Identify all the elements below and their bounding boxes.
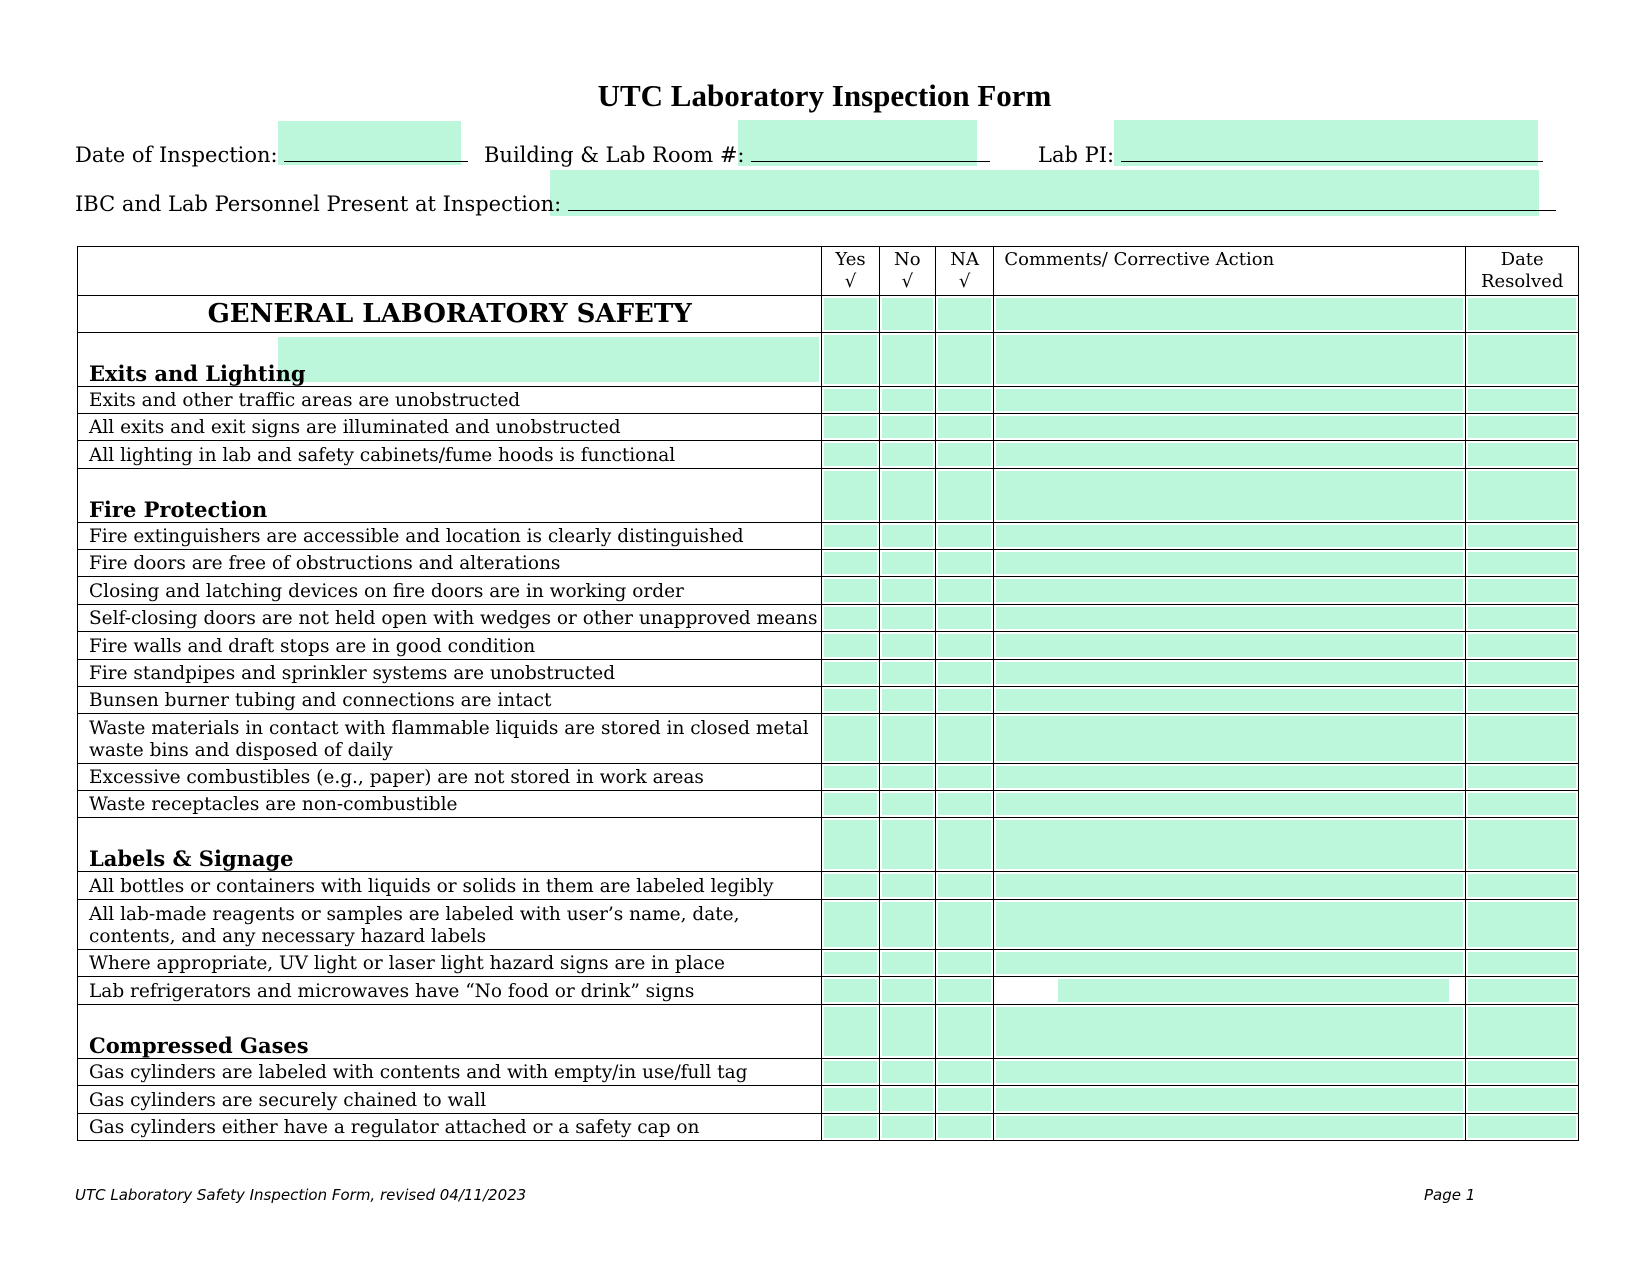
no-cell[interactable] bbox=[879, 872, 935, 900]
yes-cell[interactable] bbox=[822, 333, 879, 387]
section-labels bbox=[78, 818, 1579, 1005]
checklist-item: Exits and other traffic areas are unobstructed bbox=[78, 387, 822, 414]
table-row bbox=[78, 977, 1579, 1005]
section-gases bbox=[78, 1005, 1579, 1141]
date-resolved-cell[interactable] bbox=[1466, 1114, 1579, 1141]
check-mark: √ bbox=[958, 271, 971, 292]
date-resolved-cell[interactable] bbox=[1466, 414, 1579, 441]
lab-pi-label: Lab PI: bbox=[1038, 143, 1115, 167]
table-row bbox=[78, 387, 1579, 414]
no-cell[interactable] bbox=[879, 414, 935, 441]
no-cell[interactable] bbox=[879, 660, 935, 687]
comments-cell[interactable] bbox=[994, 469, 1466, 523]
table-row bbox=[78, 1059, 1579, 1086]
checklist-item: Self-closing doors are not held open with wedges or other unapproved means bbox=[78, 605, 822, 632]
yes-cell[interactable] bbox=[822, 1114, 879, 1141]
comments-cell[interactable] bbox=[994, 441, 1466, 469]
yes-cell[interactable] bbox=[822, 1086, 879, 1114]
section-title-text: Exits and Lighting bbox=[89, 361, 306, 386]
section-title bbox=[78, 818, 822, 872]
comments-cell[interactable] bbox=[994, 550, 1466, 577]
section-title-text: Labels & Signage bbox=[89, 846, 294, 871]
general-heading: GENERAL LABORATORY SAFETY bbox=[78, 296, 822, 333]
section-exits bbox=[78, 333, 1579, 469]
checklist-item: Where appropriate, UV light or laser light hazard signs are in place bbox=[78, 950, 822, 977]
na-cell[interactable] bbox=[935, 441, 993, 469]
no-cell[interactable] bbox=[879, 441, 935, 469]
comments-cell[interactable] bbox=[994, 872, 1466, 900]
date-resolved-column-header bbox=[1466, 247, 1579, 296]
no-cell[interactable] bbox=[879, 1086, 935, 1114]
no-column-header bbox=[879, 247, 935, 296]
date-resolved-cell[interactable] bbox=[1466, 791, 1579, 818]
table-row bbox=[78, 872, 1579, 900]
checklist-item: Lab refrigerators and microwaves have “No food or drink” signs bbox=[78, 977, 822, 1005]
section-title-text: Fire Protection bbox=[89, 497, 268, 522]
table-row bbox=[78, 605, 1579, 632]
na-cell[interactable] bbox=[935, 1005, 993, 1059]
comments-cell[interactable] bbox=[994, 1059, 1466, 1086]
no-cell[interactable] bbox=[879, 550, 935, 577]
comments-cell[interactable] bbox=[994, 605, 1466, 632]
na-cell[interactable] bbox=[935, 950, 993, 977]
yes-cell[interactable] bbox=[822, 818, 879, 872]
yes-column-header bbox=[822, 247, 879, 296]
table-row bbox=[78, 550, 1579, 577]
na-cell[interactable] bbox=[935, 523, 993, 550]
date-resolved-cell[interactable] bbox=[1466, 550, 1579, 577]
personnel-underline bbox=[568, 190, 1556, 211]
header-row-1b bbox=[484, 141, 990, 167]
section-fire bbox=[78, 469, 1579, 818]
table-row bbox=[78, 791, 1579, 818]
yes-cell[interactable] bbox=[822, 660, 879, 687]
date-resolved-cell[interactable] bbox=[1466, 977, 1579, 1005]
no-cell[interactable] bbox=[879, 577, 935, 605]
na-label: NA bbox=[950, 249, 980, 270]
section-title-row bbox=[78, 818, 1579, 872]
building-underline bbox=[751, 141, 990, 162]
comments-cell[interactable] bbox=[994, 818, 1466, 872]
personnel-label: IBC and Lab Personnel Present at Inspection: bbox=[75, 192, 562, 216]
date-resolved-cell[interactable] bbox=[1466, 900, 1579, 950]
table-row bbox=[78, 523, 1579, 550]
na-cell[interactable] bbox=[935, 660, 993, 687]
comments-cell[interactable] bbox=[994, 632, 1466, 660]
no-cell[interactable] bbox=[879, 950, 935, 977]
comments-cell[interactable] bbox=[994, 1005, 1466, 1059]
header-blank-cell bbox=[78, 247, 822, 296]
yes-cell[interactable] bbox=[822, 605, 879, 632]
comments-cell[interactable] bbox=[994, 950, 1466, 977]
checklist-item: Waste materials in contact with flammable liquids are stored in closed metal waste bins and disposed of daily bbox=[78, 714, 822, 764]
date-resolved-cell[interactable] bbox=[1466, 605, 1579, 632]
na-cell[interactable] bbox=[935, 414, 993, 441]
comments-cell[interactable] bbox=[994, 714, 1466, 764]
yes-cell[interactable] bbox=[822, 1059, 879, 1086]
checklist-item: All bottles or containers with liquids or solids in them are labeled legibly bbox=[78, 872, 822, 900]
checklist-item: Excessive combustibles (e.g., paper) are not stored in work areas bbox=[78, 764, 822, 791]
table-row bbox=[78, 632, 1579, 660]
comments-cell[interactable] bbox=[994, 900, 1466, 950]
date-resolved-cell[interactable] bbox=[1466, 660, 1579, 687]
date-underline bbox=[284, 141, 468, 162]
no-cell[interactable] bbox=[879, 714, 935, 764]
yes-cell[interactable] bbox=[822, 523, 879, 550]
comments-cell[interactable] bbox=[994, 1086, 1466, 1114]
date-resolved-cell[interactable] bbox=[1466, 1086, 1579, 1114]
yes-cell[interactable] bbox=[822, 791, 879, 818]
no-cell[interactable] bbox=[879, 387, 935, 414]
comments-cell[interactable] bbox=[994, 333, 1466, 387]
table-row bbox=[78, 714, 1579, 764]
comments-cell[interactable] bbox=[994, 296, 1466, 333]
date-label: Date of Inspection: bbox=[75, 143, 278, 167]
na-cell[interactable] bbox=[935, 632, 993, 660]
footer-revision: UTC Laboratory Safety Inspection Form, revised 04/11/2023 bbox=[75, 1186, 527, 1204]
no-cell[interactable] bbox=[879, 523, 935, 550]
comments-cell[interactable] bbox=[994, 387, 1466, 414]
date-resolved-cell[interactable] bbox=[1466, 950, 1579, 977]
no-cell[interactable] bbox=[879, 1005, 935, 1059]
lab-pi-underline bbox=[1121, 141, 1543, 162]
date-resolved-cell[interactable] bbox=[1466, 333, 1579, 387]
yes-cell[interactable] bbox=[822, 441, 879, 469]
na-column-header bbox=[935, 247, 993, 296]
section-title bbox=[78, 1005, 822, 1059]
checklist-item: All exits and exit signs are illuminated and unobstructed bbox=[78, 414, 822, 441]
na-cell[interactable] bbox=[935, 714, 993, 764]
table-row bbox=[78, 414, 1579, 441]
resolved-label: Resolved bbox=[1480, 271, 1564, 292]
na-cell[interactable] bbox=[935, 1086, 993, 1114]
yes-cell[interactable] bbox=[822, 469, 879, 523]
date-resolved-cell[interactable] bbox=[1466, 469, 1579, 523]
checklist-item: Fire walls and draft stops are in good condition bbox=[78, 632, 822, 660]
no-cell[interactable] bbox=[879, 764, 935, 791]
yes-cell[interactable] bbox=[822, 764, 879, 791]
comments-cell[interactable] bbox=[994, 660, 1466, 687]
section-title-row bbox=[78, 333, 1579, 387]
no-cell[interactable] bbox=[879, 605, 935, 632]
na-cell[interactable] bbox=[935, 872, 993, 900]
date-resolved-cell[interactable] bbox=[1466, 632, 1579, 660]
no-cell[interactable] bbox=[879, 632, 935, 660]
no-cell[interactable] bbox=[879, 333, 935, 387]
na-cell[interactable] bbox=[935, 577, 993, 605]
checklist-item: Waste receptacles are non-combustible bbox=[78, 791, 822, 818]
na-cell[interactable] bbox=[935, 469, 993, 523]
table-row bbox=[78, 1114, 1579, 1141]
no-cell[interactable] bbox=[879, 1059, 935, 1086]
yes-cell[interactable] bbox=[822, 414, 879, 441]
header-row-1c bbox=[1038, 141, 1543, 167]
yes-cell[interactable] bbox=[822, 872, 879, 900]
section-title bbox=[78, 333, 822, 387]
yes-cell[interactable] bbox=[822, 950, 879, 977]
table-row bbox=[78, 764, 1579, 791]
no-cell[interactable] bbox=[879, 687, 935, 714]
checklist-item: Fire doors are free of obstructions and alterations bbox=[78, 550, 822, 577]
comments-cell[interactable] bbox=[994, 414, 1466, 441]
na-cell[interactable] bbox=[935, 764, 993, 791]
yes-cell[interactable] bbox=[822, 1005, 879, 1059]
table-row bbox=[78, 577, 1579, 605]
checklist-item: Gas cylinders are securely chained to wall bbox=[78, 1086, 822, 1114]
yes-cell[interactable] bbox=[822, 687, 879, 714]
check-mark: √ bbox=[901, 271, 914, 292]
section-title-row bbox=[78, 469, 1579, 523]
inspection-table bbox=[77, 246, 1579, 1141]
date-resolved-cell[interactable] bbox=[1466, 714, 1579, 764]
comments-cell[interactable] bbox=[994, 791, 1466, 818]
na-cell[interactable] bbox=[935, 550, 993, 577]
na-cell[interactable] bbox=[935, 900, 993, 950]
na-cell[interactable] bbox=[935, 387, 993, 414]
no-cell[interactable] bbox=[879, 791, 935, 818]
yes-cell[interactable] bbox=[822, 900, 879, 950]
checklist-item: Fire extinguishers are accessible and location is clearly distinguished bbox=[78, 523, 822, 550]
table-row bbox=[78, 441, 1579, 469]
yes-cell[interactable] bbox=[822, 550, 879, 577]
section-note-field[interactable] bbox=[278, 337, 819, 382]
date-resolved-cell[interactable] bbox=[1466, 577, 1579, 605]
date-resolved-cell[interactable] bbox=[1466, 764, 1579, 791]
na-cell[interactable] bbox=[935, 1059, 993, 1086]
form-title: UTC Laboratory Inspection Form bbox=[597, 78, 1052, 113]
na-cell[interactable] bbox=[935, 333, 993, 387]
na-cell[interactable] bbox=[935, 687, 993, 714]
no-cell[interactable] bbox=[879, 977, 935, 1005]
date-resolved-cell[interactable] bbox=[1466, 818, 1579, 872]
table-row bbox=[78, 950, 1579, 977]
section-title-text: Compressed Gases bbox=[89, 1033, 309, 1058]
section-title-row bbox=[78, 1005, 1579, 1059]
na-cell[interactable] bbox=[935, 1114, 993, 1141]
yes-label: Yes bbox=[835, 249, 866, 270]
date-resolved-cell[interactable] bbox=[1466, 1059, 1579, 1086]
table-row bbox=[78, 1086, 1579, 1114]
no-cell[interactable] bbox=[879, 1114, 935, 1141]
table-row bbox=[78, 900, 1579, 950]
comments-cell[interactable] bbox=[994, 577, 1466, 605]
comments-cell[interactable] bbox=[994, 977, 1466, 1005]
comments-cell[interactable] bbox=[994, 687, 1466, 714]
date-label: Date bbox=[1500, 249, 1544, 270]
check-mark: √ bbox=[844, 271, 857, 292]
header-row-1 bbox=[75, 141, 468, 167]
checklist-item: Gas cylinders are labeled with contents and with empty/in use/full tag bbox=[78, 1059, 822, 1086]
date-resolved-cell[interactable] bbox=[1466, 872, 1579, 900]
yes-cell[interactable] bbox=[822, 296, 879, 333]
checklist-item: All lighting in lab and safety cabinets/fume hoods is functional bbox=[78, 441, 822, 469]
general-heading-row bbox=[78, 296, 1579, 333]
checklist-item: Bunsen burner tubing and connections are intact bbox=[78, 687, 822, 714]
table-header-row bbox=[78, 247, 1579, 296]
na-cell[interactable] bbox=[935, 977, 993, 1005]
header-row-2 bbox=[75, 190, 1556, 216]
comments-cell[interactable] bbox=[994, 523, 1466, 550]
checklist-item: Gas cylinders either have a regulator attached or a safety cap on bbox=[78, 1114, 822, 1141]
building-room-label: Building & Lab Room #: bbox=[484, 143, 745, 167]
section-title bbox=[78, 469, 822, 523]
no-cell[interactable] bbox=[879, 296, 935, 333]
comments-cell[interactable] bbox=[994, 764, 1466, 791]
checklist-item: Closing and latching devices on fire doors are in working order bbox=[78, 577, 822, 605]
na-cell[interactable] bbox=[935, 818, 993, 872]
date-resolved-cell[interactable] bbox=[1466, 296, 1579, 333]
no-cell[interactable] bbox=[879, 900, 935, 950]
footer-page-number: Page 1 bbox=[1424, 1186, 1476, 1204]
yes-cell[interactable] bbox=[822, 577, 879, 605]
no-cell[interactable] bbox=[879, 469, 935, 523]
comments-column-header: Comments/ Corrective Action bbox=[994, 247, 1466, 296]
no-cell[interactable] bbox=[879, 818, 935, 872]
checklist-item: Fire standpipes and sprinkler systems are unobstructed bbox=[78, 660, 822, 687]
table-row bbox=[78, 687, 1579, 714]
no-label: No bbox=[894, 249, 921, 270]
date-resolved-cell[interactable] bbox=[1466, 687, 1579, 714]
date-resolved-cell[interactable] bbox=[1466, 441, 1579, 469]
na-cell[interactable] bbox=[935, 605, 993, 632]
yes-cell[interactable] bbox=[822, 632, 879, 660]
yes-cell[interactable] bbox=[822, 977, 879, 1005]
na-cell[interactable] bbox=[935, 791, 993, 818]
comments-cell[interactable] bbox=[994, 1114, 1466, 1141]
date-resolved-cell[interactable] bbox=[1466, 1005, 1579, 1059]
date-resolved-cell[interactable] bbox=[1466, 523, 1579, 550]
checklist-item: All lab-made reagents or samples are labeled with user’s name, date, contents, and any necessary hazard labels bbox=[78, 900, 822, 950]
table-row bbox=[78, 660, 1579, 687]
yes-cell[interactable] bbox=[822, 714, 879, 764]
yes-cell[interactable] bbox=[822, 387, 879, 414]
na-cell[interactable] bbox=[935, 296, 993, 333]
date-resolved-cell[interactable] bbox=[1466, 387, 1579, 414]
